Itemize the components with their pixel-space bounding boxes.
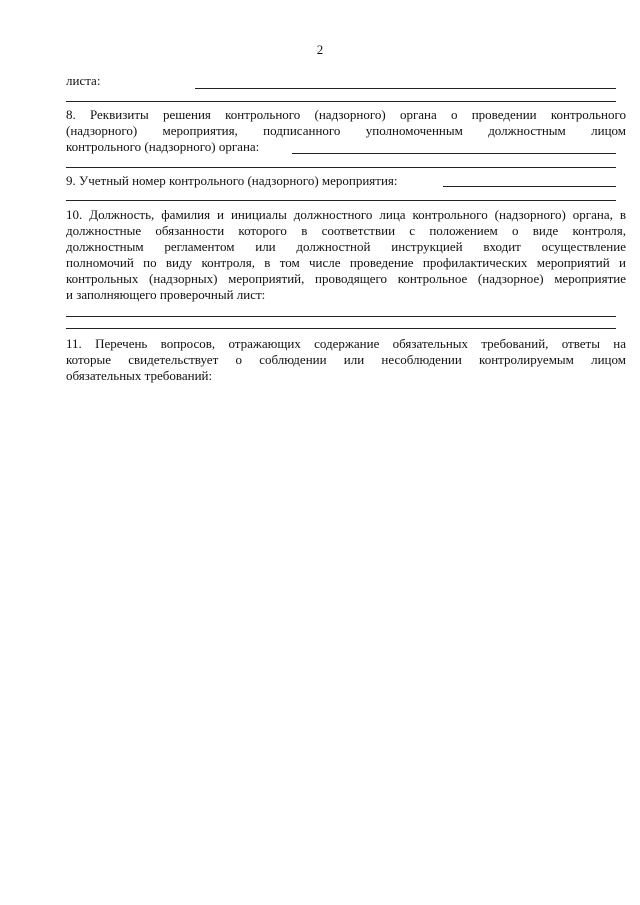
section-10-line-1: 10. Должность, фамилия и инициалы должностного лица контрольного (надзорного) органа, в (66, 207, 626, 222)
section-9-fill-line (443, 186, 616, 187)
list-fill-line (195, 88, 616, 89)
section-10-line-4: полномочий по виду контроля, в том числе проведение профилактических мероприятий и (66, 255, 626, 270)
section-8-text (66, 107, 626, 155)
section-10-fill-line (66, 316, 616, 317)
section-10-line-2: должностные обязанности которого в соответствии с положением о виде контроля, (66, 223, 626, 238)
section-10-line-3: должностным регламентом или должностной инструкцией входит осуществление (66, 239, 626, 254)
section-11-text (66, 336, 626, 384)
section-10-line-5: контрольных (надзорных) мероприятий, проводящего контрольное (надзорное) мероприятие (66, 271, 626, 286)
divider-line (66, 101, 616, 102)
list-label: листа: (66, 73, 101, 88)
section-11-line-3: обязательных требований: (66, 368, 213, 383)
divider-line (66, 200, 616, 201)
section-10-text (66, 207, 626, 303)
section-8-line-2: (надзорного) мероприятия, подписанного уполномоченным должностным лицом (66, 123, 626, 138)
section-8-line-3: контрольного (надзорного) органа: (66, 139, 260, 154)
section-11-line-2: которые свидетельствует о соблюдении или несоблюдении контролируемым лицом (66, 352, 626, 367)
page-number: 2 (316, 42, 324, 57)
divider-line (66, 328, 616, 329)
section-10-line-6: и заполняющего проверочный лист: (66, 287, 266, 302)
section-8-fill-line (292, 153, 616, 154)
section-9-text: 9. Учетный номер контрольного (надзорного) мероприятия: (66, 173, 398, 188)
section-8-line-1: 8. Реквизиты решения контрольного (надзорного) органа о проведении контрольного (66, 107, 626, 122)
divider-line (66, 167, 616, 168)
section-11-line-1: 11. Перечень вопросов, отражающих содержание обязательных требований, ответы на (66, 336, 626, 351)
